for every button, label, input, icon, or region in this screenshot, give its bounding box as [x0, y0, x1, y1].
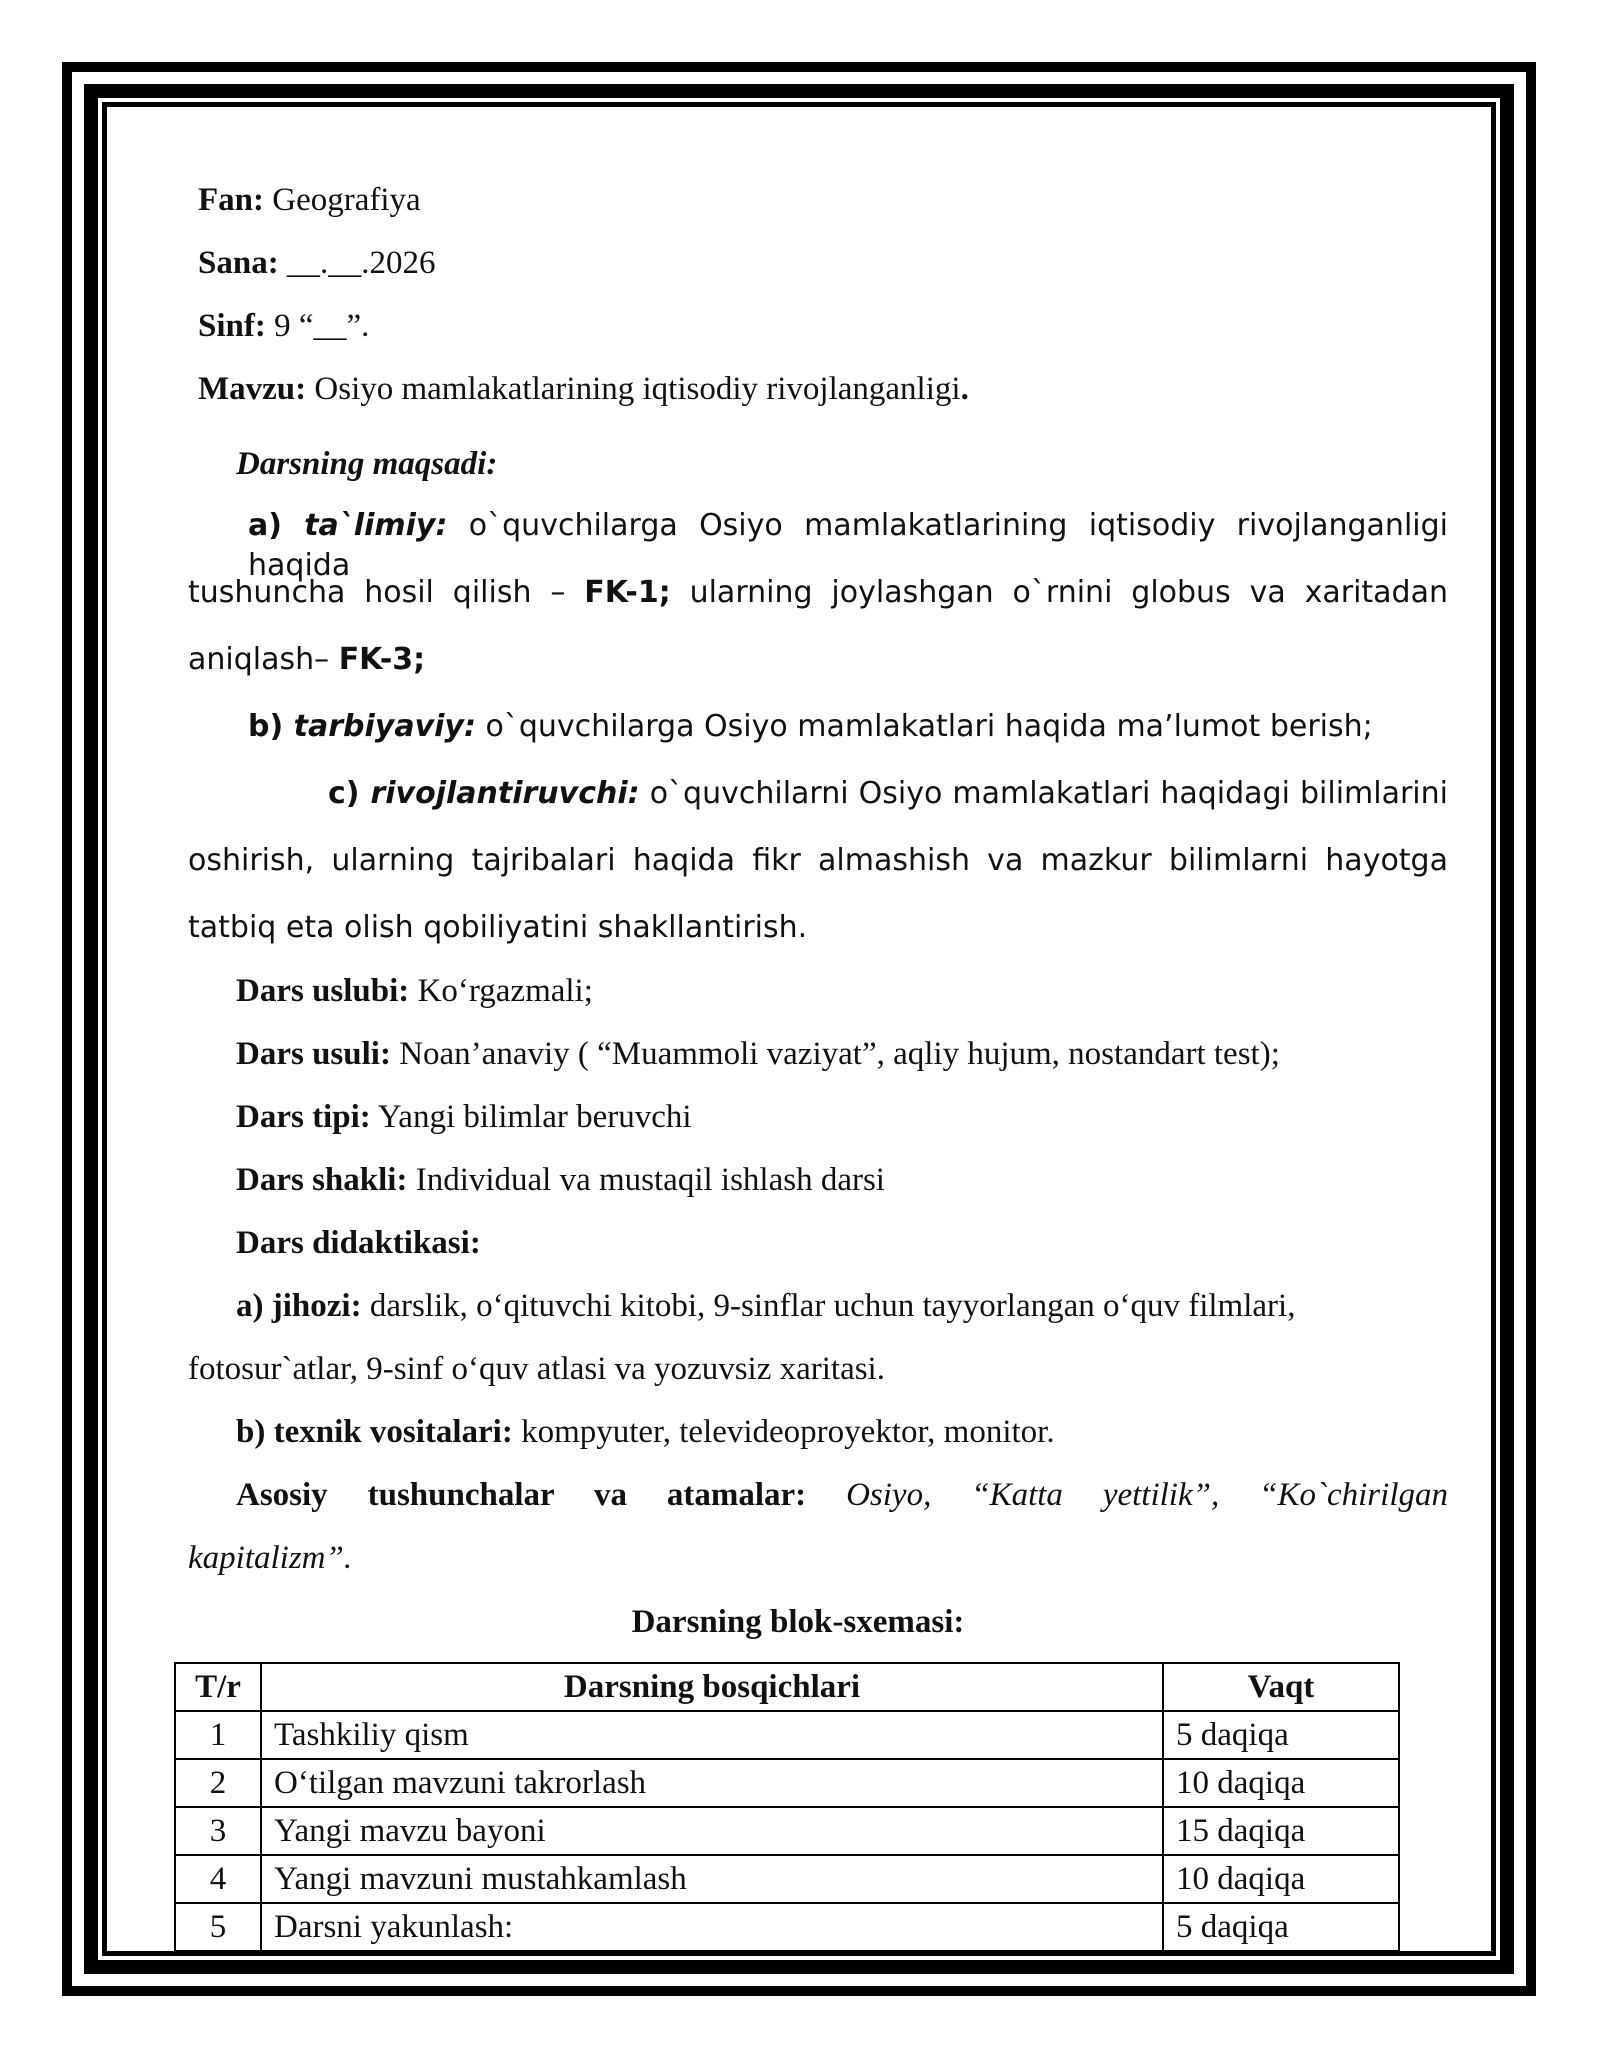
texnik-label: b) texnik vositalari:: [236, 1414, 513, 1450]
row-stage: Darsni yakunlash:: [261, 1903, 1163, 1951]
rivojlantiruvchi-term: rivojlantiruvchi:: [370, 776, 640, 811]
header-vaqt: Vaqt: [1163, 1663, 1399, 1711]
rivojlantiruvchi-text-1: o`quvchilarni Osiyo mamlakatlari haqidagi bilimlarini: [639, 776, 1448, 811]
table-row: [175, 1711, 1399, 1759]
talimiy-text-2: tushuncha hosil qilish –: [188, 575, 585, 610]
jihozi-text-2: fotosur`atlar, 9-sinf o‘quv atlasi va yozuvsiz xaritasi.: [188, 1351, 885, 1387]
uslubi-line: [236, 971, 593, 1011]
didaktika-line: [236, 1223, 481, 1263]
shakli-label: Dars shakli:: [236, 1162, 408, 1198]
fk1-code: FK-1;: [584, 575, 671, 610]
row-number: 5: [175, 1903, 261, 1951]
sinf-label: Sinf:: [198, 308, 266, 344]
uslubi-value: Ko‘rgazmali;: [409, 973, 593, 1009]
fan-value: Geografiya: [264, 182, 421, 218]
header-bosqichlari: Darsning bosqichlari: [261, 1663, 1163, 1711]
talimiy-text-3: ularning joylashgan o`rnini globus va xaritadan: [670, 575, 1449, 610]
usuli-line: [236, 1034, 1280, 1074]
maqsad-title-text: Darsning maqsadi:: [236, 446, 498, 482]
shakli-value: Individual va mustaqil ishlash darsi: [407, 1162, 885, 1198]
row-time: 10 daqiqa: [1163, 1759, 1399, 1807]
sinf-value: 9 “__”.: [265, 308, 370, 344]
fan-line: [198, 180, 421, 220]
talimiy-term: ta`limiy:: [304, 508, 448, 543]
mavzu-period: .: [960, 371, 969, 407]
mavzu-line: [198, 369, 969, 409]
rivojlantiruvchi-letter: c): [328, 776, 371, 811]
usuli-label: Dars usuli:: [236, 1036, 391, 1072]
sinf-line: [198, 306, 369, 346]
table-row: [175, 1759, 1399, 1807]
table-row: [175, 1855, 1399, 1903]
tarbiyaviy-line: [248, 707, 1508, 747]
table-header-row: [175, 1663, 1399, 1711]
table-row: [175, 1903, 1399, 1951]
row-stage: Tashkiliy qism: [261, 1711, 1163, 1759]
row-stage: Yangi mavzuni mustahkamlash: [261, 1855, 1163, 1903]
fan-label: Fan:: [198, 182, 264, 218]
sana-label: Sana:: [198, 245, 279, 281]
row-time: 5 daqiqa: [1163, 1711, 1399, 1759]
talimiy-line-2: [188, 573, 1448, 613]
tipi-label: Dars tipi:: [236, 1099, 371, 1135]
asosiy-line-2: [188, 1538, 352, 1578]
asosiy-label: Asosiy tushunchalar va atamalar:: [236, 1477, 807, 1513]
row-number: 2: [175, 1759, 261, 1807]
maqsad-title: [236, 444, 497, 484]
rivojlantiruvchi-text-3: tatbiq eta olish qobiliyatini shakllantirish.: [188, 910, 808, 945]
uslubi-label: Dars uslubi:: [236, 973, 410, 1009]
header-tr: T/r: [175, 1663, 261, 1711]
asosiy-terms-1: Osiyo, “Katta yettilik”, “Ko`chirilgan: [806, 1477, 1448, 1513]
texnik-line: [236, 1412, 1055, 1452]
talimiy-line-3: [188, 640, 1448, 680]
mavzu-value: Osiyo mamlakatlarining iqtisodiy rivojlanganligi: [306, 371, 961, 407]
sana-line: [198, 243, 435, 283]
tarbiyaviy-term: tarbiyaviy:: [293, 709, 476, 744]
tipi-line: [236, 1097, 692, 1137]
row-time: 5 daqiqa: [1163, 1903, 1399, 1951]
row-number: 3: [175, 1807, 261, 1855]
blok-sxema-title: Darsning blok-sxemasi:: [631, 1604, 965, 1640]
asosiy-terms-2: kapitalizm”.: [188, 1540, 353, 1576]
tipi-value: Yangi bilimlar beruvchi: [370, 1099, 692, 1135]
mavzu-label: Mavzu:: [198, 371, 307, 407]
usuli-value: Noan’anaviy ( “Muammoli vaziyat”, aqliy hujum, nostandart test);: [390, 1036, 1280, 1072]
jihozi-label: a) jihozi:: [236, 1288, 362, 1324]
jihozi-text-1: darslik, o‘qituvchi kitobi, 9-sinflar uchun tayyorlangan o‘quv filmlari,: [361, 1288, 1296, 1324]
jihozi-line-1: [236, 1286, 1295, 1326]
row-time: 15 daqiqa: [1163, 1807, 1399, 1855]
didaktika-label: Dars didaktikasi:: [236, 1225, 481, 1261]
fk3-code: FK-3;: [338, 642, 426, 677]
texnik-value: kompyuter, televideoproyektor, monitor.: [512, 1414, 1055, 1450]
talimiy-text-4: aniqlash–: [188, 642, 339, 677]
row-stage: Yangi mavzu bayoni: [261, 1807, 1163, 1855]
shakli-line: [236, 1160, 885, 1200]
blok-sxema-table: [174, 1662, 1400, 1952]
rivojlantiruvchi-text-2: oshirish, ularning tajribalari haqida fikr almashish va mazkur bilimlarni hayotga: [188, 843, 1448, 878]
talimiy-text-1: o`quvchilarga Osiyo mamlakatlarining iqtisodiy rivojlanganligi haqida: [248, 508, 1448, 583]
row-stage: O‘tilgan mavzuni takrorlash: [261, 1759, 1163, 1807]
rivojlantiruvchi-line-1: [328, 774, 1448, 814]
tarbiyaviy-text: o`quvchilarga Osiyo mamlakatlari haqida ma’lumot berish;: [475, 709, 1373, 744]
table-row: [175, 1807, 1399, 1855]
talimiy-letter: a): [248, 508, 305, 543]
tarbiyaviy-letter: b): [248, 709, 294, 744]
row-number: 1: [175, 1711, 261, 1759]
row-number: 4: [175, 1855, 261, 1903]
row-time: 10 daqiqa: [1163, 1855, 1399, 1903]
asosiy-line-1: [236, 1475, 1448, 1515]
sana-value: __.__.2026: [278, 245, 436, 281]
